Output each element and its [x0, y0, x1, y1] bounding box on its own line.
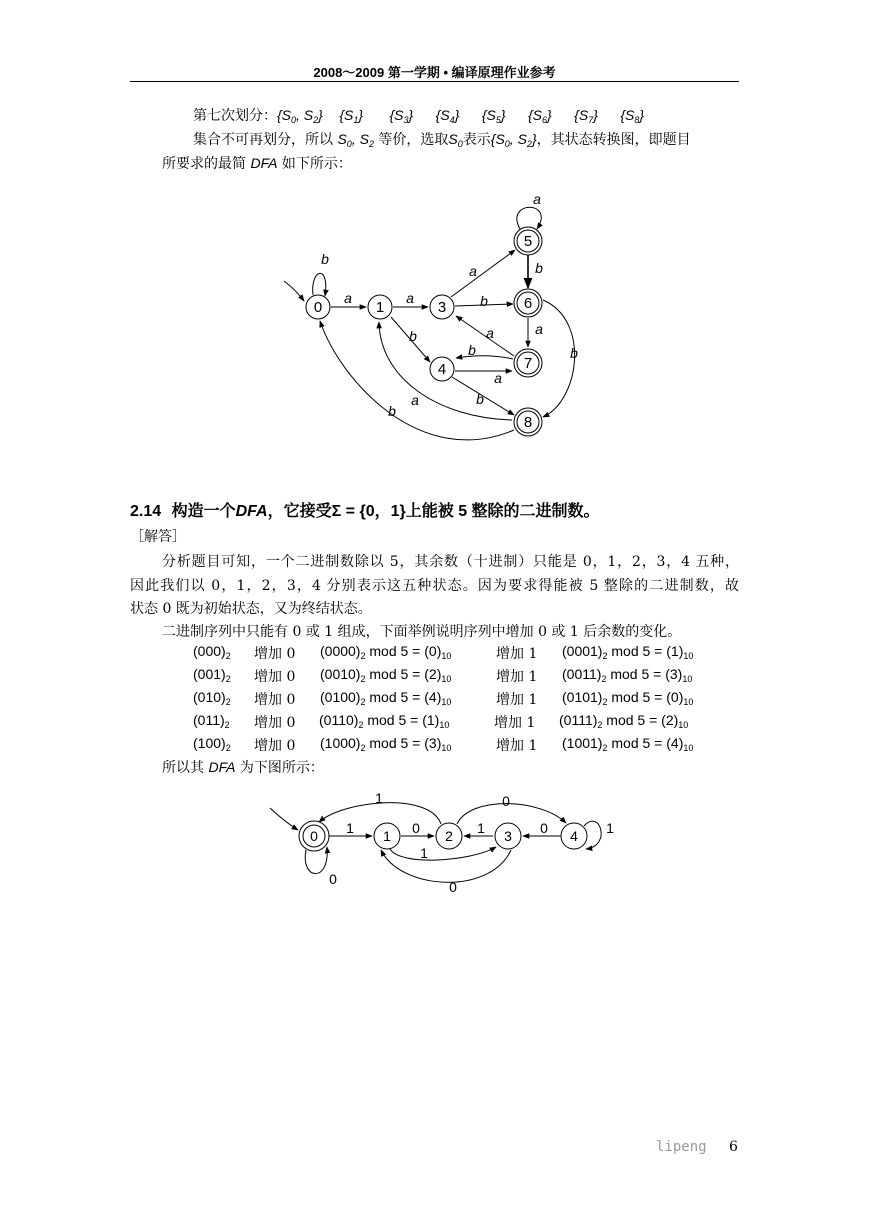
row-add0: 增加 0 [254, 715, 296, 731]
dfa2-edge-12: 0 [412, 820, 420, 836]
partition-set-0: {$S_0$, $S_2$} [277, 107, 323, 125]
dfa2-edge-31: 0 [449, 879, 457, 895]
sub: 2 [358, 720, 364, 730]
row-base: (001) [193, 666, 226, 682]
row-r1: (0011) [562, 666, 602, 682]
sub: 10 [441, 674, 452, 684]
page-header: 2008～2009 第一学期 • 编译原理作业参考 [313, 65, 556, 80]
row-r0: (0010) [320, 666, 361, 682]
row-m1: mod 5 = (4) [607, 735, 684, 751]
sub: 10 [682, 674, 693, 684]
sub: 10 [439, 720, 450, 730]
row-r1: (1001) [562, 735, 603, 751]
row-add0: 增加 0 [254, 738, 296, 754]
row-m0: mod 5 = (1) [363, 712, 440, 728]
row-add1: 增加 1 [496, 646, 538, 662]
para2-line1: 分析题目可知，一个二进制数除以 5，其余数（十进制）只能是 0，1，2，3，4 五种， [162, 554, 739, 570]
sub: 2 [360, 697, 366, 707]
row-m0: mod 5 = (3) [365, 735, 442, 751]
para1-dfa-term: DFA [250, 155, 278, 171]
footer-author: lipeng [656, 1139, 707, 1155]
dfa2-edge-self0: 0 [329, 871, 337, 887]
answer-tag: ［解答］ [130, 529, 186, 545]
sub: 10 [683, 743, 694, 753]
sub: 2 [601, 674, 607, 684]
sub: 2 [225, 697, 231, 707]
dfa2-edge-32: 1 [477, 820, 485, 836]
sub: 10 [683, 651, 694, 661]
dfa2-edge-24: 0 [502, 793, 510, 809]
row-r0: (0100) [320, 689, 361, 705]
dfa1-label-0: 0 [313, 299, 323, 316]
problem-text-f: 5 [458, 503, 468, 520]
sub: 2 [225, 651, 231, 661]
dfa1-edge-47: a [494, 370, 502, 386]
row-r0: (0000) [320, 643, 361, 659]
dfa1-edge-81: a [411, 392, 419, 408]
para1-text-e: 所要求的最简 [162, 156, 246, 172]
dfa2-edge-43: 0 [540, 820, 548, 836]
row-add0: 增加 0 [254, 646, 296, 662]
sub: 2 [224, 720, 230, 730]
row-m0: mod 5 = (4) [365, 689, 442, 705]
row-r0: (0110) [319, 712, 359, 728]
para1-text-d: ，其状态转换图，即题目 [536, 132, 691, 148]
dfa1-label-5: 5 [523, 233, 533, 250]
dfa1-edge-01: a [344, 290, 352, 306]
dfa1-label-1: 1 [375, 299, 385, 316]
problem-text-c: ，它接受 [267, 503, 332, 520]
row-base: (000) [193, 643, 226, 659]
sub: 2 [597, 720, 603, 730]
row-m1: mod 5 = (1) [607, 643, 684, 659]
row-r1: (0101) [562, 689, 603, 705]
sub: 10 [441, 651, 452, 661]
para1-line1: 集合不可再划分，所以 $S_0$, $S_2$ 等价，选取$S_0$表示{$S_0$, $S_2$}，其状态转换图，即题目 [193, 131, 691, 149]
row-m1: mod 5 = (3) [606, 666, 683, 682]
dfa1-edge-56: b [535, 260, 543, 276]
row-base: (100) [193, 735, 226, 751]
problem-text-e: 上能被 [405, 503, 454, 520]
problem-dfa-term: DFA [235, 503, 268, 520]
dfa1-edge-73: a [486, 325, 494, 341]
row-add1: 增加 1 [494, 715, 536, 731]
closing-text-c: 为下图所示： [239, 760, 324, 776]
para1-text-a: 集合不可再划分，所以 [193, 132, 333, 148]
sub: 2 [602, 743, 608, 753]
partition-set-7: $\{S_8\}$ [620, 107, 645, 125]
dfa1-label-3: 3 [437, 299, 447, 316]
row-add1: 增加 1 [496, 669, 538, 685]
para2-line4: 二进制序列中只能有 0 或 1 组成，下面举例说明序列中增加 0 或 1 后余数的变化。 [162, 624, 682, 640]
sub: 2 [225, 674, 231, 684]
dfa2-label-0: 0 [310, 828, 318, 844]
para2-line3: 状态 0 既为初始状态，又为终结状态。 [130, 601, 372, 617]
row-m0: mod 5 = (0) [365, 643, 442, 659]
row-add0: 增加 0 [254, 692, 296, 708]
dfa2-edge-self4: 1 [606, 820, 614, 836]
row-r1: (0001) [562, 643, 603, 659]
sub: 10 [678, 720, 689, 730]
row-r1: (0111) [559, 712, 598, 728]
row-add0: 增加 0 [254, 669, 296, 685]
dfa2-edge-13: 1 [420, 845, 428, 861]
dfa1-edge-13: a [406, 290, 414, 306]
partition-set-5: $\{S_6\}$ [528, 107, 552, 125]
dfa2-label-4: 4 [570, 828, 578, 844]
row-add1: 增加 1 [496, 692, 538, 708]
dfa1-label-8: 8 [523, 414, 533, 431]
partition-set-4: $\{S_5\}$ [481, 107, 506, 125]
row-m0: mod 5 = (2) [365, 666, 442, 682]
dfa1-label-7: 7 [523, 355, 533, 372]
sub: 10 [441, 743, 452, 753]
dfa2-edge-20: 1 [375, 790, 383, 806]
dfa1-edge-self5: a [533, 191, 541, 207]
sub: 2 [360, 743, 366, 753]
dfa1-edge-74: b [468, 342, 476, 358]
row-m1: mod 5 = (2) [602, 712, 679, 728]
partition-label: 第七次划分： [193, 108, 277, 124]
dfa1-edge-68: b [570, 345, 578, 361]
dfa2-label-1: 1 [383, 828, 391, 844]
dfa1-edge-48: b [476, 391, 484, 407]
row-base: (010) [193, 689, 226, 705]
sub: 10 [683, 697, 694, 707]
dfa2-label-3: 3 [504, 828, 512, 844]
para1-text-b: 等价，选取 [378, 132, 449, 148]
para1-text-c: 表示 [462, 132, 491, 148]
dfa2-label-2: 2 [445, 828, 453, 844]
problem-text-g: 整除的二进制数。 [471, 503, 600, 520]
row-r0: (1000) [320, 735, 361, 751]
partition-set-3: $\{S_4\}$ [435, 107, 460, 125]
problem-sigma: Σ = {0，1} [331, 503, 406, 520]
para1-text-f: 如下所示： [281, 156, 352, 172]
sub: 2 [602, 651, 608, 661]
dfa1-edge-self0: b [321, 251, 329, 267]
row-base: (011) [193, 712, 225, 728]
partition-set-1: $\{S_1\}$ [339, 107, 364, 125]
problem-text-a: 构造一个 [171, 503, 236, 520]
dfa1-label-6: 6 [523, 295, 533, 312]
sub: 2 [602, 697, 608, 707]
row-add1: 增加 1 [496, 738, 538, 754]
dfa1-label-4: 4 [437, 361, 447, 378]
sub: 2 [225, 743, 231, 753]
dfa1-edge-67: a [535, 321, 543, 337]
row-m1: mod 5 = (0) [607, 689, 684, 705]
dfa1-edge-14: b [409, 328, 417, 344]
sub: 10 [441, 697, 452, 707]
dfa2-edge-01: 1 [346, 820, 354, 836]
dfa1-edge-36: b [480, 293, 488, 309]
dfa1-edge-35: a [469, 263, 477, 279]
closing-text-a: 所以其 [162, 760, 204, 776]
closing-dfa-term: DFA [208, 759, 236, 775]
partition-set-2: $\{S_3\}$ [389, 107, 414, 125]
problem-number: 2.14 [130, 503, 162, 520]
para2-line2: 因此我们以 0，1，2，3，4 分别表示这五种状态。因为要求得能被 5 整除的二进制数，故 [130, 578, 739, 594]
dfa1-edge-80: b [388, 403, 396, 419]
partition-set-6: $\{S_7\}$ [574, 107, 598, 125]
page-number: 6 [729, 1139, 738, 1155]
sub: 2 [360, 674, 366, 684]
sub: 2 [360, 651, 366, 661]
